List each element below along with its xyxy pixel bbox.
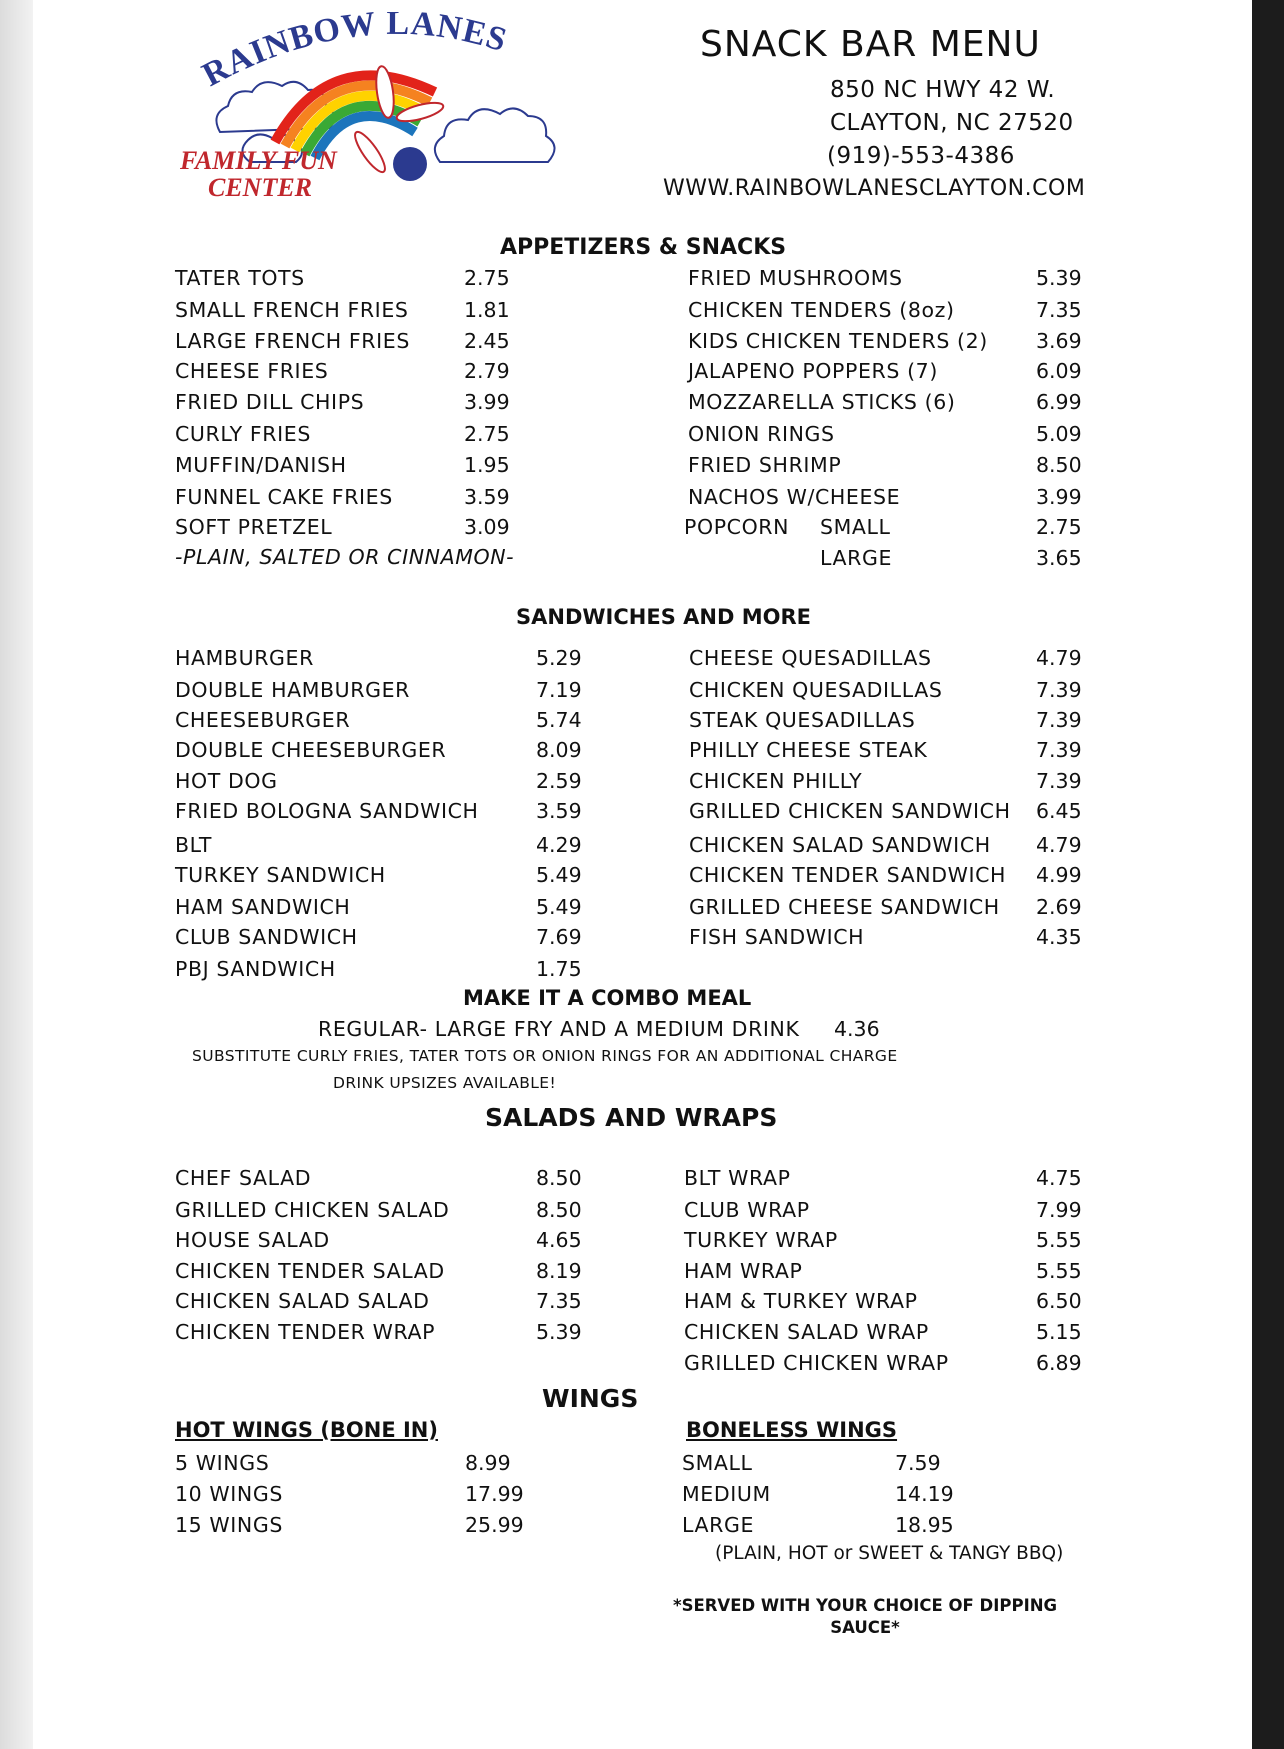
menu-item-name: DOUBLE HAMBURGER	[175, 678, 410, 702]
menu-item-price: 2.79	[464, 359, 510, 383]
menu-item-name: KIDS CHICKEN TENDERS (2)	[688, 329, 988, 353]
menu-item-price: 5.39	[536, 1320, 582, 1344]
menu-item-price: 7.39	[1036, 769, 1082, 793]
menu-item-price: 5.29	[536, 646, 582, 670]
menu-item-price: 7.69	[536, 925, 582, 949]
menu-item-price: 6.89	[1036, 1351, 1082, 1375]
website: WWW.RAINBOWLANESCLAYTON.COM	[663, 176, 1086, 201]
menu-item-name: 5 WINGS	[175, 1451, 270, 1475]
dipping-sauce-line-1: *SERVED WITH YOUR CHOICE OF DIPPING	[672, 1596, 1058, 1615]
menu-item-price: 4.79	[1036, 833, 1082, 857]
wings-heading: WINGS	[542, 1384, 639, 1413]
menu-item-price: 5.15	[1036, 1320, 1082, 1344]
menu-item-name: MEDIUM	[682, 1482, 771, 1506]
menu-item-name: CHEESE QUESADILLAS	[689, 646, 932, 670]
menu-item-price: 8.99	[465, 1451, 511, 1475]
menu-item-name: CURLY FRIES	[175, 422, 311, 446]
wing-flavors-note: (PLAIN, HOT or SWEET & TANGY BBQ)	[715, 1543, 1064, 1564]
menu-item-name: HAMBURGER	[175, 646, 314, 670]
menu-item-name: HOUSE SALAD	[175, 1228, 330, 1252]
menu-item-name: SMALL FRENCH FRIES	[175, 298, 409, 322]
logo-tagline-1: FAMILY FUN	[180, 146, 337, 175]
menu-item-name: TURKEY WRAP	[684, 1228, 838, 1252]
menu-item-name: CHEESEBURGER	[175, 708, 351, 732]
popcorn-large-label: LARGE	[820, 546, 892, 570]
menu-item-price: 3.69	[1036, 329, 1082, 353]
menu-item-price: 8.50	[536, 1166, 582, 1190]
menu-item-name: CHICKEN TENDER SALAD	[175, 1259, 445, 1283]
menu-item-price: 7.39	[1036, 678, 1082, 702]
rainbow-lanes-logo	[180, 12, 600, 227]
menu-item-price: 8.50	[536, 1198, 582, 1222]
menu-item-name: LARGE	[682, 1513, 754, 1537]
menu-item-name: GRILLED CHICKEN WRAP	[684, 1351, 949, 1375]
menu-item-name: JALAPENO POPPERS (7)	[688, 359, 938, 383]
combo-regular-price: 4.36	[834, 1017, 880, 1041]
menu-item-price: 7.35	[536, 1289, 582, 1313]
menu-item-price: 8.09	[536, 738, 582, 762]
boneless-wings-heading: BONELESS WINGS	[686, 1418, 898, 1442]
menu-item-name: PHILLY CHEESE STEAK	[689, 738, 928, 762]
menu-item-name: 15 WINGS	[175, 1513, 283, 1537]
menu-item-price: 5.49	[536, 863, 582, 887]
combo-heading: MAKE IT A COMBO MEAL	[463, 986, 752, 1010]
logo-tagline-2: CENTER	[208, 173, 313, 202]
menu-item-name: FUNNEL CAKE FRIES	[175, 485, 393, 509]
menu-item-name: GRILLED CHICKEN SALAD	[175, 1198, 450, 1222]
menu-item-name: NACHOS W/CHEESE	[688, 485, 901, 509]
menu-item-name: STEAK QUESADILLAS	[689, 708, 916, 732]
menu-item-name: CHEESE FRIES	[175, 359, 329, 383]
popcorn-small-price: 2.75	[1036, 515, 1082, 539]
menu-item-name: SOFT PRETZEL	[175, 515, 333, 539]
menu-item-price: 3.09	[464, 515, 510, 539]
menu-item-name: DOUBLE CHEESEBURGER	[175, 738, 447, 762]
menu-item-price: 1.95	[464, 453, 510, 477]
menu-item-price: 6.99	[1036, 390, 1082, 414]
menu-item-name: BLT WRAP	[684, 1166, 791, 1190]
menu-item-name: MUFFIN/DANISH	[175, 453, 347, 477]
dipping-sauce-line-2: SAUCE*	[830, 1618, 900, 1637]
left-margin	[0, 0, 33, 1749]
menu-item-price: 17.99	[465, 1482, 524, 1506]
menu-item-name: FISH SANDWICH	[689, 925, 865, 949]
hot-wings-heading: HOT WINGS (BONE IN)	[175, 1418, 438, 1442]
menu-title: SNACK BAR MENU	[700, 24, 1041, 65]
menu-item-name: GRILLED CHICKEN SANDWICH	[689, 799, 1011, 823]
combo-regular: REGULAR- LARGE FRY AND A MEDIUM DRINK	[318, 1017, 800, 1041]
menu-item-name: CHEF SALAD	[175, 1166, 312, 1190]
address-line-2: CLAYTON, NC 27520	[830, 110, 1074, 136]
menu-item-name: FRIED DILL CHIPS	[175, 390, 365, 414]
menu-item-name: FRIED BOLOGNA SANDWICH	[175, 799, 479, 823]
menu-item-price: 3.99	[464, 390, 510, 414]
menu-item-name: CHICKEN QUESADILLAS	[689, 678, 943, 702]
sandwiches-heading: SANDWICHES AND MORE	[516, 605, 811, 629]
menu-item-price: 2.75	[464, 422, 510, 446]
menu-item-name: PBJ SANDWICH	[175, 957, 336, 981]
menu-item-name: CLUB WRAP	[684, 1198, 810, 1222]
right-margin	[1252, 0, 1284, 1749]
menu-item-price: 8.50	[1036, 453, 1082, 477]
menu-item-name: FRIED SHRIMP	[688, 453, 842, 477]
menu-item-price: 6.09	[1036, 359, 1082, 383]
menu-item-name: CHICKEN PHILLY	[689, 769, 863, 793]
menu-item-name: ONION RINGS	[688, 422, 835, 446]
salads-heading: SALADS AND WRAPS	[485, 1103, 778, 1132]
menu-item-name: HAM & TURKEY WRAP	[684, 1289, 918, 1313]
menu-item-price: 7.39	[1036, 708, 1082, 732]
drink-upsize-note: DRINK UPSIZES AVAILABLE!	[333, 1074, 557, 1092]
menu-item-name: CHICKEN SALAD SALAD	[175, 1289, 430, 1313]
menu-item-name: BLT	[175, 833, 212, 857]
menu-item-price: 7.59	[895, 1451, 941, 1475]
menu-item-name: TURKEY SANDWICH	[175, 863, 386, 887]
menu-item-price: 4.65	[536, 1228, 582, 1252]
menu-item-name: FRIED MUSHROOMS	[688, 266, 903, 290]
menu-item-price: 7.99	[1036, 1198, 1082, 1222]
phone-number: (919)-553-4386	[827, 143, 1015, 169]
menu-item-price: 5.55	[1036, 1228, 1082, 1252]
menu-item-price: 5.49	[536, 895, 582, 919]
menu-item-name: LARGE FRENCH FRIES	[175, 329, 410, 353]
menu-item-price: 1.75	[536, 957, 582, 981]
menu-item-name: HAM SANDWICH	[175, 895, 351, 919]
menu-item-name: CHICKEN TENDERS (8oz)	[688, 298, 955, 322]
menu-item-price: 8.19	[536, 1259, 582, 1283]
menu-item-price: 5.09	[1036, 422, 1082, 446]
popcorn-large-price: 3.65	[1036, 546, 1082, 570]
menu-item-name: CHICKEN SALAD WRAP	[684, 1320, 929, 1344]
combo-substitute-note: SUBSTITUTE CURLY FRIES, TATER TOTS OR ONION RINGS FOR AN ADDITIONAL CHARGE	[192, 1047, 898, 1065]
appetizers-heading: APPETIZERS & SNACKS	[500, 235, 787, 260]
menu-item-price: 5.55	[1036, 1259, 1082, 1283]
popcorn-small-label: SMALL	[820, 515, 891, 539]
menu-item-name: TATER TOTS	[175, 266, 305, 290]
menu-item-price: 5.74	[536, 708, 582, 732]
menu-item-price: 6.45	[1036, 799, 1082, 823]
menu-item-price: 2.75	[464, 266, 510, 290]
menu-item-name: MOZZARELLA STICKS (6)	[688, 390, 956, 414]
menu-item-price: 3.59	[464, 485, 510, 509]
menu-item-name: 10 WINGS	[175, 1482, 283, 1506]
menu-item-name: SMALL	[682, 1451, 753, 1475]
menu-item-price: 5.39	[1036, 266, 1082, 290]
logo-brand-text: RAINBOW LANES	[196, 12, 512, 94]
menu-item-price: 4.99	[1036, 863, 1082, 887]
menu-item-price: 18.95	[895, 1513, 954, 1537]
menu-item-price: 3.99	[1036, 485, 1082, 509]
address-line-1: 850 NC HWY 42 W.	[830, 77, 1056, 103]
dipping-sauce-footnote	[660, 1595, 1070, 1639]
menu-item-price: 4.35	[1036, 925, 1082, 949]
menu-item-name: HAM WRAP	[684, 1259, 803, 1283]
menu-item-price: 4.75	[1036, 1166, 1082, 1190]
menu-item-price: 2.69	[1036, 895, 1082, 919]
menu-item-name: CHICKEN TENDER WRAP	[175, 1320, 436, 1344]
menu-item-name: GRILLED CHEESE SANDWICH	[689, 895, 1000, 919]
menu-item-name: CHICKEN SALAD SANDWICH	[689, 833, 991, 857]
pretzel-flavors-note: -PLAIN, SALTED OR CINNAMON-	[175, 545, 515, 569]
menu-item-price: 3.59	[536, 799, 582, 823]
menu-item-price: 6.50	[1036, 1289, 1082, 1313]
menu-item-price: 7.19	[536, 678, 582, 702]
menu-item-name: HOT DOG	[175, 769, 278, 793]
menu-item-price: 14.19	[895, 1482, 954, 1506]
menu-item-price: 4.79	[1036, 646, 1082, 670]
menu-item-price: 25.99	[465, 1513, 524, 1537]
menu-item-name: CLUB SANDWICH	[175, 925, 358, 949]
popcorn-label: POPCORN	[684, 515, 790, 539]
menu-item-price: 1.81	[464, 298, 510, 322]
menu-item-name: CHICKEN TENDER SANDWICH	[689, 863, 1007, 887]
menu-item-price: 2.45	[464, 329, 510, 353]
menu-item-price: 7.35	[1036, 298, 1082, 322]
menu-item-price: 7.39	[1036, 738, 1082, 762]
menu-item-price: 4.29	[536, 833, 582, 857]
menu-item-price: 2.59	[536, 769, 582, 793]
